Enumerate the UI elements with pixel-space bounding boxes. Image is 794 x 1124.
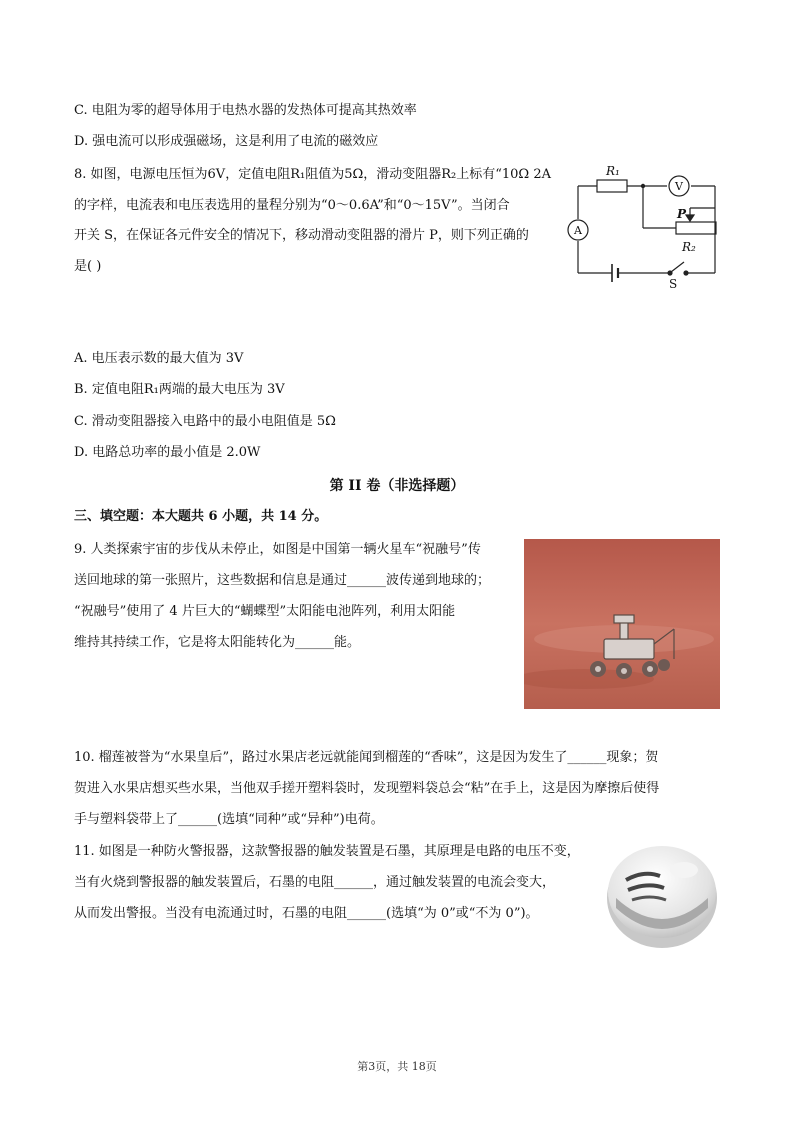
mars-rover-photo	[524, 539, 720, 709]
r1-label: R₁	[606, 164, 620, 178]
q7-option-c: C. 电阻为零的超导体用于电热水器的发热体可提高其热效率	[74, 103, 417, 118]
ammeter-label: A	[574, 224, 582, 237]
q7-option-d: D. 强电流可以形成强磁场，这是利用了电流的磁效应	[74, 134, 379, 149]
q9-line3: “祝融号”使用了 4 片巨大的“蝴蝶型”太阳能电池阵列，利用太阳能	[74, 604, 456, 619]
voltmeter-label: V	[675, 180, 683, 193]
q8-option-c: C. 滑动变阻器接入电路中的最小电阻值是 5Ω	[74, 414, 336, 429]
circuit-diagram	[560, 160, 730, 290]
q9-line2: 送回地球的第一张照片，这些数据和信息是通过______波传递到地球的；	[74, 573, 491, 588]
smoke-alarm-photo	[604, 840, 720, 950]
slider-label: P	[677, 207, 687, 221]
q8-stem-line1: 8. 如图，电源电压恒为6V，定值电阻R₁阻值为5Ω，滑动变阻器R₂上标有“10Ω 2A	[74, 167, 552, 182]
q8-option-d: D. 电路总功率的最小值是 2.0W	[74, 445, 261, 460]
q10-line1: 10. 榴莲被誉为“水果皇后”，路过水果店老远就能闻到榴莲的“香味”，这是因为发生了______现象；贺	[74, 750, 659, 765]
q8-stem-line4: 是( )	[74, 259, 102, 274]
switch-label: S	[669, 277, 678, 290]
q8-option-a: A. 电压表示数的最大值为 3V	[74, 351, 244, 366]
section-subtitle: 三、填空题：本大题共 6 小题，共 14 分。	[74, 509, 328, 524]
q11-line3: 从而发出警报。当没有电流通过时，石墨的电阻______(选填“为 0”或“不为 0”)。	[74, 906, 539, 921]
q10-line2: 贺进入水果店想买些水果，当他双手搓开塑料袋时，发现塑料袋总会“粘”在手上，这是因为摩擦后使得	[74, 781, 660, 796]
q11-line2: 当有火烧到警报器的触发装置后，石墨的电阻______，通过触发装置的电流会变大，	[74, 875, 556, 890]
page-footer: 第3页，共 18页	[357, 1060, 437, 1073]
section-title: 第 II 卷（非选择题）	[329, 478, 465, 494]
q8-option-b: B. 定值电阻R₁两端的最大电压为 3V	[74, 382, 285, 397]
resistor-r1	[597, 180, 627, 192]
resistor-r2	[676, 222, 716, 234]
r2-label: R₂	[682, 240, 696, 254]
q9-line4: 维持其持续工作，它是将太阳能转化为______能。	[74, 635, 361, 650]
q11-line1: 11. 如图是一种防火警报器，这款警报器的触发装置是石墨，其原理是电路的电压不变，	[74, 844, 580, 859]
q9-line1: 9. 人类探索宇宙的步伐从未停止，如图是中国第一辆火星车“祝融号”传	[74, 542, 481, 557]
q10-line3: 手与塑料袋带上了______(选填“同种”或“异种”)电荷。	[74, 812, 384, 827]
q8-stem-line3: 开关 S，在保证各元件安全的情况下，移动滑动变阻器的滑片 P，则下列正确的	[74, 228, 529, 243]
q8-stem-line2: 的字样，电流表和电压表选用的量程分别为“0～0.6A”和“0～15V”。当闭合	[74, 198, 510, 213]
